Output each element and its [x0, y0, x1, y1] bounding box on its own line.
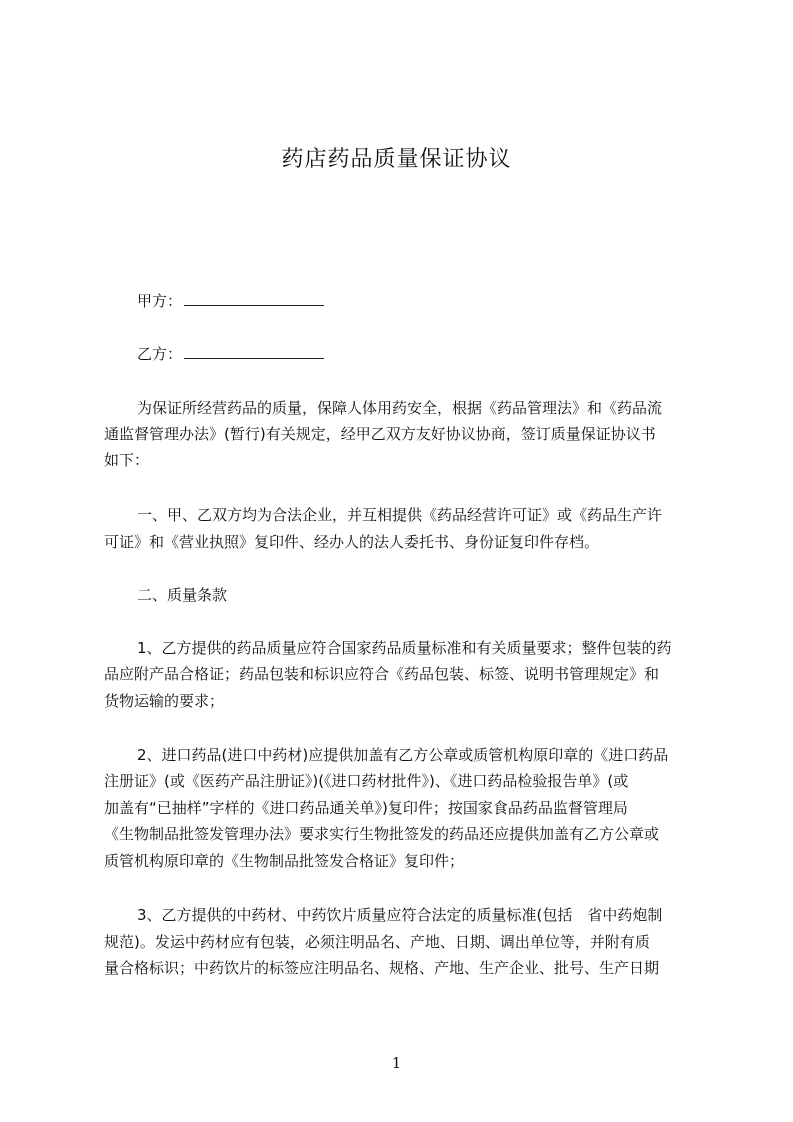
text-line: 注册证》(或《医药产品注册证》)(《进口药材批件》)、《进口药品检验报告单》(或: [104, 772, 629, 790]
party-a-label: 甲方：: [137, 292, 183, 310]
text-line: 规范)。发运中药材应有包装，必须注明品名、产地、日期、调出单位等，并附有质: [104, 933, 650, 951]
party-b-line: [137, 344, 747, 364]
text-line: 可证》和《营业执照》复印件、经办人的法人委托书、身份证复印件存档。: [104, 533, 600, 551]
party-a-line: [137, 291, 747, 311]
text-line: 品应附产品合格证；药品包装和标识应符合《药品包装、标签、说明书管理规定》和: [104, 665, 660, 683]
text-line: 《生物制品批签发管理办法》要求实行生物批签发的药品还应提供加盖有乙方公章或: [104, 825, 660, 843]
text-line: 通监督管理办法》(暂行)有关规定，经甲乙双方友好协议协商，签订质量保证协议书: [104, 425, 656, 443]
text-line: 3、乙方提供的中药材、中药饮片质量应符合法定的质量标准(包括 省中药炮制: [137, 906, 663, 924]
text-line: 1、乙方提供的药品质量应符合国家药品质量标准和有关质量要求；整件包装的药: [137, 639, 672, 657]
text-line: 加盖有“已抽样”字样的《进口药品通关单》)复印件；按国家食品药品监督管理局: [104, 799, 628, 817]
text-line: 货物运输的要求；: [104, 692, 225, 710]
party-b-label: 乙方：: [137, 345, 183, 363]
text-line: 为保证所经营药品的质量，保障人体用药安全，根据《药品管理法》和《药品流: [137, 399, 663, 417]
text-line: 一、甲、乙双方均为合法企业，并互相提供《药品经营许可证》或《药品生产许: [137, 506, 663, 524]
document-title: 药店药品质量保证协议: [281, 147, 512, 172]
text-line: 2、进口药品(进口中药材)应提供加盖有乙方公章或质管机构原印章的《进口药品: [137, 746, 669, 764]
text-line: 量合格标识；中药饮片的标签应注明品名、规格、产地、生产企业、批号、生产日期: [104, 959, 660, 977]
text-line: 如下：: [104, 451, 150, 469]
page-number: 1: [391, 1054, 402, 1072]
text-line: 质管机构原印章的《生物制品批签发合格证》复印件；: [104, 852, 465, 870]
party-b-blank: [184, 344, 324, 359]
party-a-blank: [184, 291, 324, 306]
section-heading: 二、质量条款: [137, 586, 228, 604]
